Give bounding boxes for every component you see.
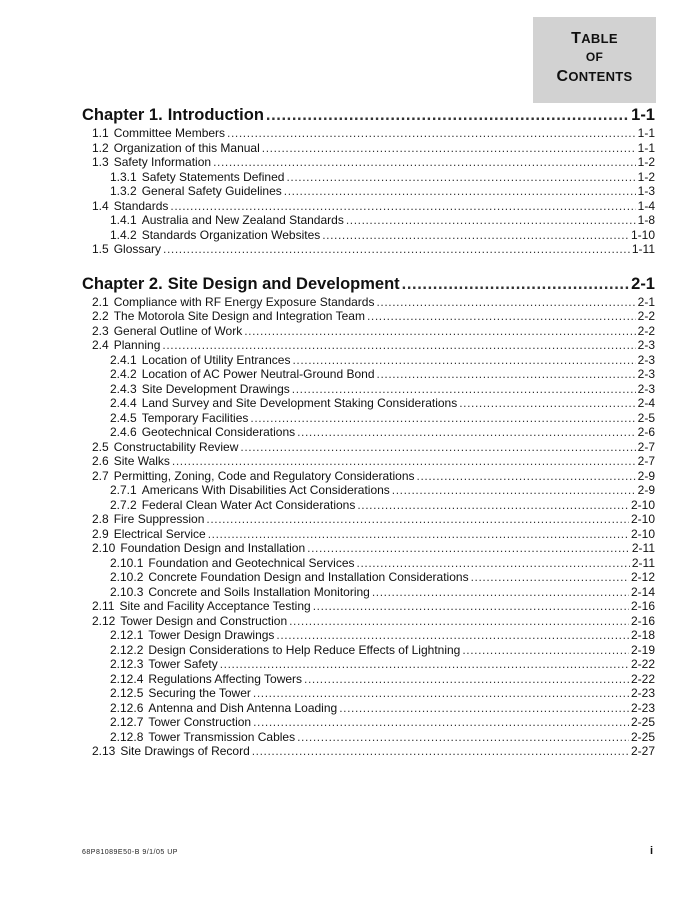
section-title: Fire Suppression bbox=[113, 512, 205, 526]
section-number: 2.4.5 bbox=[110, 410, 137, 425]
section-number: 2.12.1 bbox=[110, 628, 144, 642]
toc-subsection-row[interactable] bbox=[82, 411, 655, 426]
dot-leader bbox=[297, 730, 629, 745]
section-title: Foundation Design and Installation bbox=[120, 541, 306, 555]
section-number: 2.4.4 bbox=[110, 396, 137, 410]
dot-leader bbox=[376, 295, 635, 310]
toc-section-row[interactable] bbox=[82, 242, 655, 257]
section-page: 2-19 bbox=[630, 642, 655, 657]
table-of-contents bbox=[82, 104, 655, 759]
section-number: 2.6 bbox=[92, 454, 109, 468]
dot-leader bbox=[162, 338, 635, 353]
toc-subsection-row[interactable] bbox=[82, 715, 655, 730]
section-page: 1-11 bbox=[631, 242, 655, 256]
section-number: 2.12.8 bbox=[110, 729, 144, 744]
section-number: 2.12.7 bbox=[110, 715, 144, 729]
tab-line-3: CONTENTS bbox=[556, 68, 633, 85]
dot-leader bbox=[266, 104, 629, 126]
section-page: 2-1 bbox=[637, 294, 655, 309]
section-number: 2.4.1 bbox=[110, 352, 137, 367]
chapter-page: 1-1 bbox=[631, 106, 655, 124]
toc-subsection-row[interactable] bbox=[82, 483, 655, 498]
toc-subsection-row[interactable] bbox=[82, 382, 655, 397]
section-number: 2.5 bbox=[92, 439, 109, 454]
dot-leader bbox=[346, 213, 636, 228]
toc-section-row[interactable] bbox=[82, 541, 655, 556]
toc-subsection-row[interactable] bbox=[82, 213, 655, 228]
dot-leader bbox=[172, 454, 636, 469]
section-number: 2.8 bbox=[92, 512, 109, 526]
section-number: 2.10.2 bbox=[110, 570, 144, 584]
section-number: 2.12 bbox=[92, 613, 116, 628]
toc-section-row[interactable] bbox=[82, 155, 655, 170]
dot-leader bbox=[417, 469, 636, 484]
section-title: General Outline of Work bbox=[113, 323, 243, 338]
section-page: 2-2 bbox=[637, 323, 655, 338]
section-title: Electrical Service bbox=[113, 526, 206, 541]
section-number: 1.2 bbox=[92, 140, 109, 155]
dot-leader bbox=[163, 242, 630, 257]
footer-page-number: i bbox=[650, 845, 654, 857]
toc-chapter-row[interactable] bbox=[82, 273, 655, 295]
toc-subsection-row[interactable] bbox=[82, 228, 655, 243]
dot-leader bbox=[213, 155, 636, 170]
toc-section-row[interactable] bbox=[82, 309, 655, 324]
section-page: 2-5 bbox=[637, 410, 655, 425]
toc-section-row[interactable] bbox=[82, 527, 655, 542]
section-title: Land Survey and Site Development Staking Considerations bbox=[141, 396, 458, 410]
section-title: Location of AC Power Neutral-Ground Bond bbox=[141, 367, 375, 381]
dot-leader bbox=[392, 483, 636, 498]
section-title: Americans With Disabilities Act Considerations bbox=[141, 483, 390, 497]
section-title: Site and Facility Acceptance Testing bbox=[119, 599, 311, 613]
dot-leader bbox=[471, 570, 629, 585]
section-page: 1-4 bbox=[637, 198, 655, 213]
dot-leader bbox=[250, 411, 635, 426]
section-number: 1.3.2 bbox=[110, 184, 137, 198]
section-title: Temporary Facilities bbox=[141, 410, 249, 425]
dot-leader bbox=[244, 324, 635, 339]
toc-section-row[interactable] bbox=[82, 599, 655, 614]
section-number: 2.4.6 bbox=[110, 425, 137, 439]
section-number: 2.9 bbox=[92, 526, 109, 541]
toc-subsection-row[interactable] bbox=[82, 628, 655, 643]
toc-subsection-row[interactable] bbox=[82, 686, 655, 701]
section-page: 1-2 bbox=[637, 169, 655, 184]
section-title: Regulations Affecting Towers bbox=[148, 671, 303, 686]
section-title: Federal Clean Water Act Considerations bbox=[141, 497, 356, 512]
section-number: 2.4.2 bbox=[110, 367, 137, 381]
dot-leader bbox=[402, 273, 629, 295]
section-page: 1-10 bbox=[630, 227, 655, 242]
section-page: 2-18 bbox=[630, 628, 655, 642]
chapter-number: Chapter 2. bbox=[82, 274, 163, 293]
section-title: Foundation and Geotechnical Services bbox=[148, 555, 355, 570]
dot-leader bbox=[313, 599, 629, 614]
chapter-title: Introduction bbox=[167, 106, 264, 124]
toc-subsection-row[interactable] bbox=[82, 570, 655, 585]
section-title: Standards Organization Websites bbox=[141, 227, 321, 242]
toc-subsection-row[interactable] bbox=[82, 184, 655, 199]
toc-subsection-row[interactable] bbox=[82, 643, 655, 658]
tab-line-2: OF bbox=[585, 50, 604, 64]
dot-leader bbox=[170, 199, 635, 214]
section-title: Compliance with RF Energy Exposure Standards bbox=[113, 294, 375, 309]
section-page: 2-3 bbox=[637, 352, 655, 367]
toc-subsection-row[interactable] bbox=[82, 425, 655, 440]
section-title: Planning bbox=[113, 338, 161, 352]
section-title: Design Considerations to Help Reduce Effects of Lightning bbox=[148, 642, 461, 657]
toc-subsection-row[interactable] bbox=[82, 353, 655, 368]
dot-leader bbox=[286, 170, 635, 185]
section-page: 2-10 bbox=[630, 526, 655, 541]
section-page: 2-7 bbox=[637, 439, 655, 454]
section-title: Site Development Drawings bbox=[141, 381, 290, 396]
section-title: Safety Statements Defined bbox=[141, 169, 285, 184]
chapter-page: 2-1 bbox=[631, 274, 655, 293]
dot-leader bbox=[304, 672, 629, 687]
section-page: 2-16 bbox=[630, 613, 655, 628]
toc-subsection-row[interactable] bbox=[82, 170, 655, 185]
section-number: 1.1 bbox=[92, 126, 109, 140]
dot-leader bbox=[297, 425, 636, 440]
toc-section-row[interactable] bbox=[82, 454, 655, 469]
section-title: Antenna and Dish Antenna Loading bbox=[148, 700, 338, 715]
dot-leader bbox=[227, 126, 636, 141]
section-page: 2-12 bbox=[630, 570, 655, 584]
section-number: 2.12.3 bbox=[110, 657, 144, 671]
section-number: 2.4 bbox=[92, 338, 109, 352]
section-number: 2.7.1 bbox=[110, 483, 137, 497]
section-page: 2-10 bbox=[630, 497, 655, 512]
section-number: 2.10.3 bbox=[110, 584, 144, 599]
section-title: Tower Safety bbox=[148, 657, 218, 671]
section-page: 2-4 bbox=[637, 396, 655, 410]
section-title: Standards bbox=[113, 198, 169, 213]
section-number: 2.10 bbox=[92, 541, 116, 555]
section-title: Safety Information bbox=[113, 155, 212, 169]
section-title: The Motorola Site Design and Integration Team bbox=[113, 309, 365, 323]
dot-leader bbox=[339, 701, 629, 716]
section-page: 1-8 bbox=[637, 213, 655, 227]
dot-leader bbox=[240, 440, 635, 455]
section-number: 1.4.2 bbox=[110, 227, 137, 242]
chapter-title: Site Design and Development bbox=[167, 274, 400, 293]
section-number: 2.4.3 bbox=[110, 381, 137, 396]
section-number: 2.11 bbox=[92, 599, 115, 613]
dot-leader bbox=[367, 309, 636, 324]
table-of-contents-tab bbox=[533, 17, 656, 103]
dot-leader bbox=[357, 556, 630, 571]
toc-subsection-row[interactable] bbox=[82, 556, 655, 571]
dot-leader bbox=[284, 184, 636, 199]
dot-leader bbox=[377, 367, 636, 382]
section-number: 2.13 bbox=[92, 744, 116, 758]
section-number: 2.7.2 bbox=[110, 497, 137, 512]
toc-section-row[interactable] bbox=[82, 338, 655, 353]
section-title: Constructability Review bbox=[113, 439, 239, 454]
dot-leader bbox=[253, 715, 629, 730]
dot-leader bbox=[253, 686, 629, 701]
dot-leader bbox=[220, 657, 629, 672]
section-page: 2-27 bbox=[630, 744, 655, 758]
section-page: 1-1 bbox=[637, 140, 655, 155]
section-number: 1.5 bbox=[92, 242, 109, 256]
toc-section-row[interactable] bbox=[82, 324, 655, 339]
toc-subsection-row[interactable] bbox=[82, 701, 655, 716]
tab-line-1: TABLE bbox=[571, 30, 618, 47]
section-page: 2-23 bbox=[630, 700, 655, 715]
section-number: 1.4.1 bbox=[110, 213, 137, 227]
footer-doc-id: 68P81089E50-B 9/1/05 UP bbox=[82, 849, 178, 856]
section-page: 2-7 bbox=[637, 454, 655, 468]
section-page: 2-25 bbox=[630, 715, 655, 729]
toc-subsection-row[interactable] bbox=[82, 657, 655, 672]
section-number: 2.1 bbox=[92, 294, 109, 309]
section-page: 2-23 bbox=[630, 686, 655, 700]
chapter-gap bbox=[82, 257, 655, 273]
chapter-number: Chapter 1. bbox=[82, 106, 163, 124]
toc-section-row[interactable] bbox=[82, 440, 655, 455]
section-number: 2.3 bbox=[92, 323, 109, 338]
dot-leader bbox=[292, 353, 635, 368]
section-title: Site Drawings of Record bbox=[120, 744, 250, 758]
toc-section-row[interactable] bbox=[82, 469, 655, 484]
section-page: 2-25 bbox=[630, 729, 655, 744]
section-page: 2-22 bbox=[630, 657, 655, 671]
section-title: Location of Utility Entrances bbox=[141, 352, 291, 367]
toc-subsection-row[interactable] bbox=[82, 585, 655, 600]
section-title: Geotechnical Considerations bbox=[141, 425, 296, 439]
section-title: Tower Design and Construction bbox=[120, 613, 288, 628]
toc-subsection-row[interactable] bbox=[82, 396, 655, 411]
section-number: 1.3 bbox=[92, 155, 109, 169]
toc-subsection-row[interactable] bbox=[82, 367, 655, 382]
section-title: Concrete Foundation Design and Installation Considerations bbox=[148, 570, 469, 584]
section-page: 2-16 bbox=[630, 599, 655, 613]
section-number: 2.12.6 bbox=[110, 700, 144, 715]
section-page: 2-2 bbox=[637, 309, 655, 323]
tab-line-1-rest: ABLE bbox=[581, 31, 618, 46]
section-number: 2.7 bbox=[92, 468, 109, 483]
section-page: 2-3 bbox=[637, 338, 655, 352]
toc-section-row[interactable] bbox=[82, 744, 655, 759]
section-number: 2.12.4 bbox=[110, 671, 144, 686]
dot-leader bbox=[262, 141, 636, 156]
section-page: 2-3 bbox=[637, 381, 655, 396]
section-page: 2-9 bbox=[637, 468, 655, 483]
section-title: General Safety Guidelines bbox=[141, 184, 282, 198]
dot-leader bbox=[292, 382, 636, 397]
dot-leader bbox=[208, 527, 629, 542]
toc-subsection-row[interactable] bbox=[82, 672, 655, 687]
toc-section-row[interactable] bbox=[82, 512, 655, 527]
section-title: Permitting, Zoning, Code and Regulatory Considerations bbox=[113, 468, 415, 483]
toc-section-row[interactable] bbox=[82, 614, 655, 629]
section-page: 2-9 bbox=[637, 483, 655, 497]
section-title: Tower Construction bbox=[148, 715, 252, 729]
section-title: Concrete and Soils Installation Monitoring bbox=[148, 584, 370, 599]
section-number: 2.12.2 bbox=[110, 642, 144, 657]
section-title: Tower Transmission Cables bbox=[148, 729, 296, 744]
section-page: 2-10 bbox=[630, 512, 655, 526]
dot-leader bbox=[459, 396, 635, 411]
section-number: 2.2 bbox=[92, 309, 109, 323]
dot-leader bbox=[372, 585, 629, 600]
section-number: 2.10.1 bbox=[110, 555, 144, 570]
section-title: Australia and New Zealand Standards bbox=[141, 213, 344, 227]
section-number: 1.3.1 bbox=[110, 169, 137, 184]
section-number: 1.4 bbox=[92, 198, 109, 213]
section-title: Securing the Tower bbox=[148, 686, 251, 700]
toc-section-row[interactable] bbox=[82, 141, 655, 156]
section-page: 1-3 bbox=[637, 184, 655, 198]
section-title: Site Walks bbox=[113, 454, 170, 468]
section-number: 2.12.5 bbox=[110, 686, 144, 700]
toc-chapter-row[interactable] bbox=[82, 104, 655, 126]
toc-section-row[interactable] bbox=[82, 199, 655, 214]
dot-leader bbox=[462, 643, 629, 658]
dot-leader bbox=[276, 628, 629, 643]
section-title: Glossary bbox=[113, 242, 162, 256]
section-page: 1-1 bbox=[637, 126, 655, 140]
section-title: Tower Design Drawings bbox=[148, 628, 275, 642]
section-page: 2-11 bbox=[631, 555, 655, 570]
section-page: 2-22 bbox=[630, 671, 655, 686]
toc-section-row[interactable] bbox=[82, 295, 655, 310]
dot-leader bbox=[206, 512, 629, 527]
dot-leader bbox=[307, 541, 630, 556]
dot-leader bbox=[252, 744, 629, 759]
dot-leader bbox=[357, 498, 629, 513]
section-page: 2-14 bbox=[630, 584, 655, 599]
toc-subsection-row[interactable] bbox=[82, 498, 655, 513]
dot-leader bbox=[289, 614, 629, 629]
section-title: Committee Members bbox=[113, 126, 226, 140]
section-page: 2-3 bbox=[637, 367, 655, 381]
section-page: 1-2 bbox=[637, 155, 655, 169]
toc-subsection-row[interactable] bbox=[82, 730, 655, 745]
toc-section-row[interactable] bbox=[82, 126, 655, 141]
section-page: 2-6 bbox=[637, 425, 655, 439]
section-page: 2-11 bbox=[631, 541, 655, 555]
section-title: Organization of this Manual bbox=[113, 140, 260, 155]
dot-leader bbox=[322, 228, 629, 243]
